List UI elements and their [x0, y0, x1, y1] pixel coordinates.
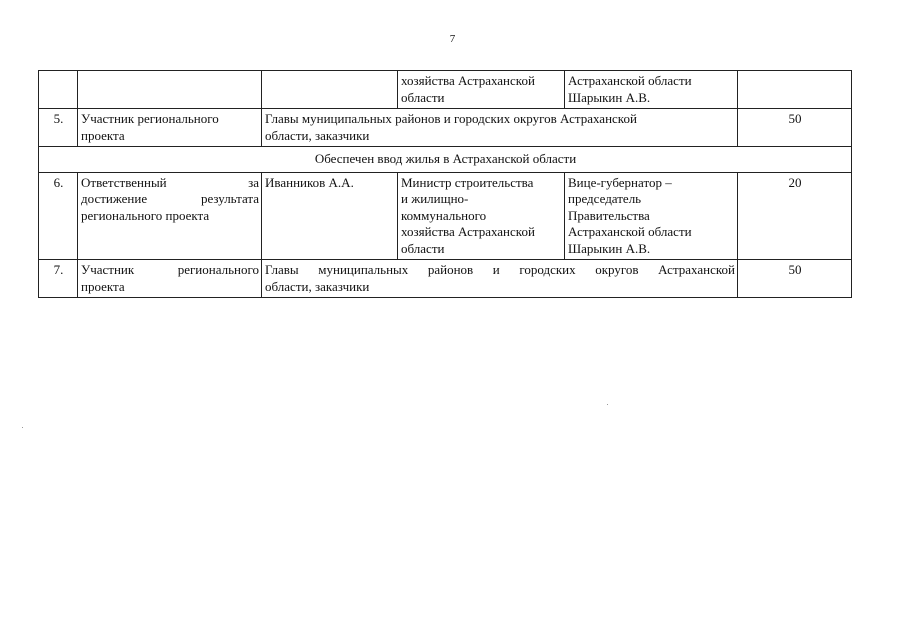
position-line: коммунального [401, 207, 487, 223]
scan-speck [607, 404, 608, 405]
participants-line: Главы муниципальных районов и городских округов Астраханской [265, 111, 637, 126]
table-row [39, 172, 852, 260]
section-title: Обеспечен ввод жилья в Астраханской области [39, 147, 852, 173]
participants-cell [262, 260, 738, 298]
role-cell [78, 71, 262, 109]
role-line: достижение результата [81, 191, 259, 206]
role-cell [78, 260, 262, 298]
participants-line: области, заказчики [265, 127, 370, 143]
supervisor-line: Вице-губернатор – [568, 174, 672, 190]
share-cell: 50 [738, 260, 852, 298]
person-cell: Иванников А.А. [262, 172, 398, 260]
row-number: 5. [39, 109, 78, 147]
share-cell: 20 [738, 172, 852, 260]
project-roles-table [38, 70, 852, 298]
table-row [39, 109, 852, 147]
supervisor-line: Правительства [568, 207, 650, 223]
share-cell [738, 71, 852, 109]
row-number: 6. [39, 172, 78, 260]
role-cell [78, 172, 262, 260]
position-cell [398, 71, 565, 109]
section-row [39, 147, 852, 173]
role-line: регионального проекта [81, 207, 210, 223]
position-line: Министр строительства [401, 174, 534, 190]
supervisor-line: Шарыкин А.В. [568, 240, 651, 256]
supervisor-line: Астраханской области [568, 224, 692, 239]
supervisor-cell [565, 172, 738, 260]
participants-cell [262, 109, 738, 147]
share-cell: 50 [738, 109, 852, 147]
role-line: проекта [81, 127, 125, 143]
position-cell [398, 172, 565, 260]
role-line: Участник регионального [81, 262, 259, 277]
position-line: и жилищно- [401, 191, 469, 206]
supervisor-cell [565, 71, 738, 109]
row-number: 7. [39, 260, 78, 298]
position-line: области [401, 89, 445, 105]
supervisor-line: председатель [568, 191, 642, 206]
role-line: Участник регионального [81, 111, 219, 126]
table-row [39, 71, 852, 109]
row-number [39, 71, 78, 109]
participants-line: области, заказчики [265, 278, 370, 294]
position-line: области [401, 240, 445, 256]
role-cell [78, 109, 262, 147]
participants-line: Главы муниципальных районов и городских округов Астраханской [265, 262, 735, 277]
role-line: Ответственный за [81, 174, 259, 190]
person-cell [262, 71, 398, 109]
table-row [39, 260, 852, 298]
role-line: проекта [81, 278, 125, 294]
scan-speck [22, 427, 23, 428]
supervisor-line: Шарыкин А.В. [568, 89, 651, 105]
position-line: хозяйства Астраханской [401, 73, 535, 88]
position-line: хозяйства Астраханской [401, 224, 535, 239]
supervisor-line: Астраханской области [568, 73, 692, 88]
page-number: 7 [449, 33, 456, 45]
